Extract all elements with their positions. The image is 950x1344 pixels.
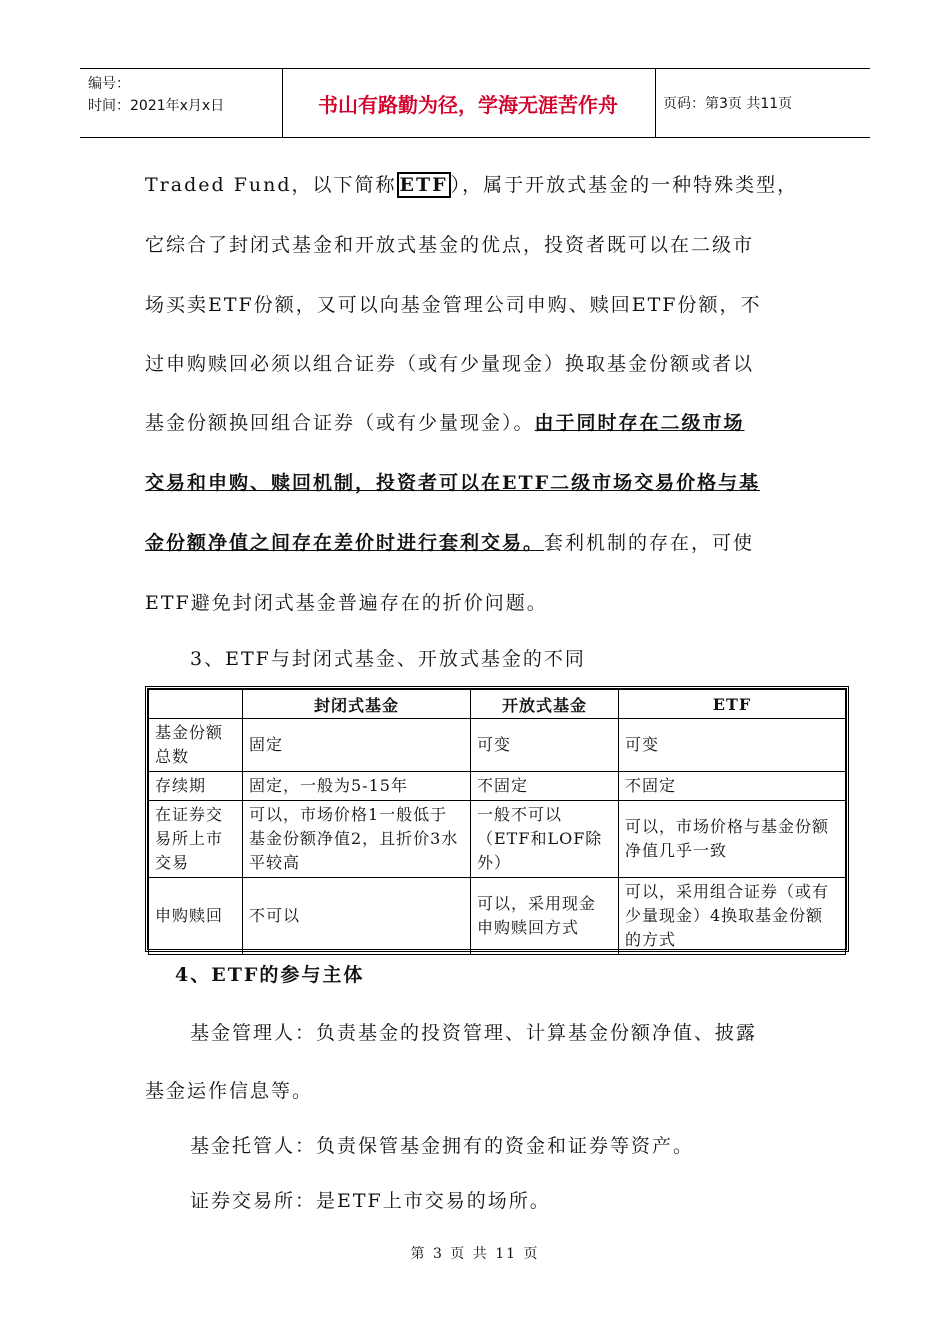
header-left bbox=[80, 69, 282, 137]
table-cell: 可变 bbox=[619, 719, 846, 772]
participant-line: 基金管理人：负责基金的投资管理、计算基金份额净值、披露 bbox=[190, 1022, 758, 1044]
table-row bbox=[149, 801, 846, 878]
table-cell: 固定 bbox=[243, 719, 471, 772]
participant-line: 基金托管人：负责保管基金拥有的资金和证券等资产。 bbox=[190, 1135, 695, 1157]
text-segment: 套利机制的存在，可使 bbox=[544, 532, 755, 554]
paragraph-line: 过申购赎回必须以组合证券（或有少量现金）换取基金份额或者以 bbox=[145, 353, 755, 375]
section-4-title: 4、ETF的参与主体 bbox=[175, 964, 365, 986]
table-cell: 可以，采用现金申购赎回方式 bbox=[471, 878, 619, 955]
paragraph-line bbox=[145, 410, 805, 436]
comparison-table bbox=[145, 686, 849, 952]
section-3-title: 3、ETF与封闭式基金、开放式基金的不同 bbox=[190, 648, 586, 670]
paragraph-line bbox=[145, 530, 805, 556]
header-divider bbox=[655, 69, 656, 137]
table-cell: 固定，一般为5-15年 bbox=[243, 772, 471, 801]
text-segment: 基金份额换回组合证券（或有少量现金）。 bbox=[145, 412, 535, 434]
paragraph-line: 它综合了封闭式基金和开放式基金的优点，投资者既可以在二级市 bbox=[145, 234, 755, 256]
text-segment: Traded Fund，以下简称 bbox=[145, 174, 397, 196]
paragraph-line: ETF避免封闭式基金普遍存在的折价问题。 bbox=[145, 592, 548, 614]
table-cell: 可以，市场价格与基金份额净值几乎一致 bbox=[619, 801, 846, 878]
table-cell: 一般不可以（ETF和LOF除外） bbox=[471, 801, 619, 878]
table-row bbox=[149, 719, 846, 772]
table-cell: 基金份额总数 bbox=[149, 719, 243, 772]
page-header bbox=[80, 68, 870, 138]
table-header-cell: 封闭式基金 bbox=[243, 690, 471, 719]
highlighted-text: 由于同时存在二级市场 bbox=[534, 412, 745, 434]
table-header-cell: 开放式基金 bbox=[471, 690, 619, 719]
table-cell: 在证券交易所上市交易 bbox=[149, 801, 243, 878]
table-cell: 不固定 bbox=[471, 772, 619, 801]
participant-line: 基金运作信息等。 bbox=[145, 1080, 314, 1102]
table-cell: 不可以 bbox=[243, 878, 471, 955]
table-row bbox=[149, 772, 846, 801]
table-cell: 可以，市场价格1一般低于基金份额净值2，且折价3水平较高 bbox=[243, 801, 471, 878]
table-cell: 存续期 bbox=[149, 772, 243, 801]
table-header-row bbox=[149, 690, 846, 719]
paragraph-line bbox=[145, 172, 805, 198]
highlighted-text: 金份额净值之间存在差价时进行套利交易。 bbox=[145, 532, 545, 554]
table-header-cell bbox=[149, 690, 243, 719]
table-cell: 可以，采用组合证券（或有少量现金）4换取基金份额的方式 bbox=[619, 878, 846, 955]
etf-term: ETF bbox=[397, 172, 451, 198]
doc-number: 编号： bbox=[88, 76, 130, 92]
paragraph-line: 场买卖ETF份额，又可以向基金管理公司申购、赎回ETF份额，不 bbox=[145, 294, 762, 316]
table-cell: 申购赎回 bbox=[149, 878, 243, 955]
participant-line: 证券交易所：是ETF上市交易的场所。 bbox=[190, 1190, 551, 1212]
page-footer: 第 3 页 共 11 页 bbox=[410, 1246, 540, 1262]
table-header-cell: ETF bbox=[619, 690, 846, 719]
header-page-info: 页码：第3页 共11页 bbox=[663, 96, 793, 112]
text-segment: ），属于开放式基金的一种特殊类型， bbox=[450, 174, 799, 196]
table-row bbox=[149, 878, 846, 955]
table-cell: 可变 bbox=[471, 719, 619, 772]
doc-time: 时间：2021年x月x日 bbox=[88, 98, 225, 114]
highlighted-line: 交易和申购、赎回机制，投资者可以在ETF二级市场交易价格与基 bbox=[145, 472, 761, 494]
header-motto: 书山有路勤为径，学海无涯苦作舟 bbox=[318, 92, 618, 117]
table-cell: 不固定 bbox=[619, 772, 846, 801]
